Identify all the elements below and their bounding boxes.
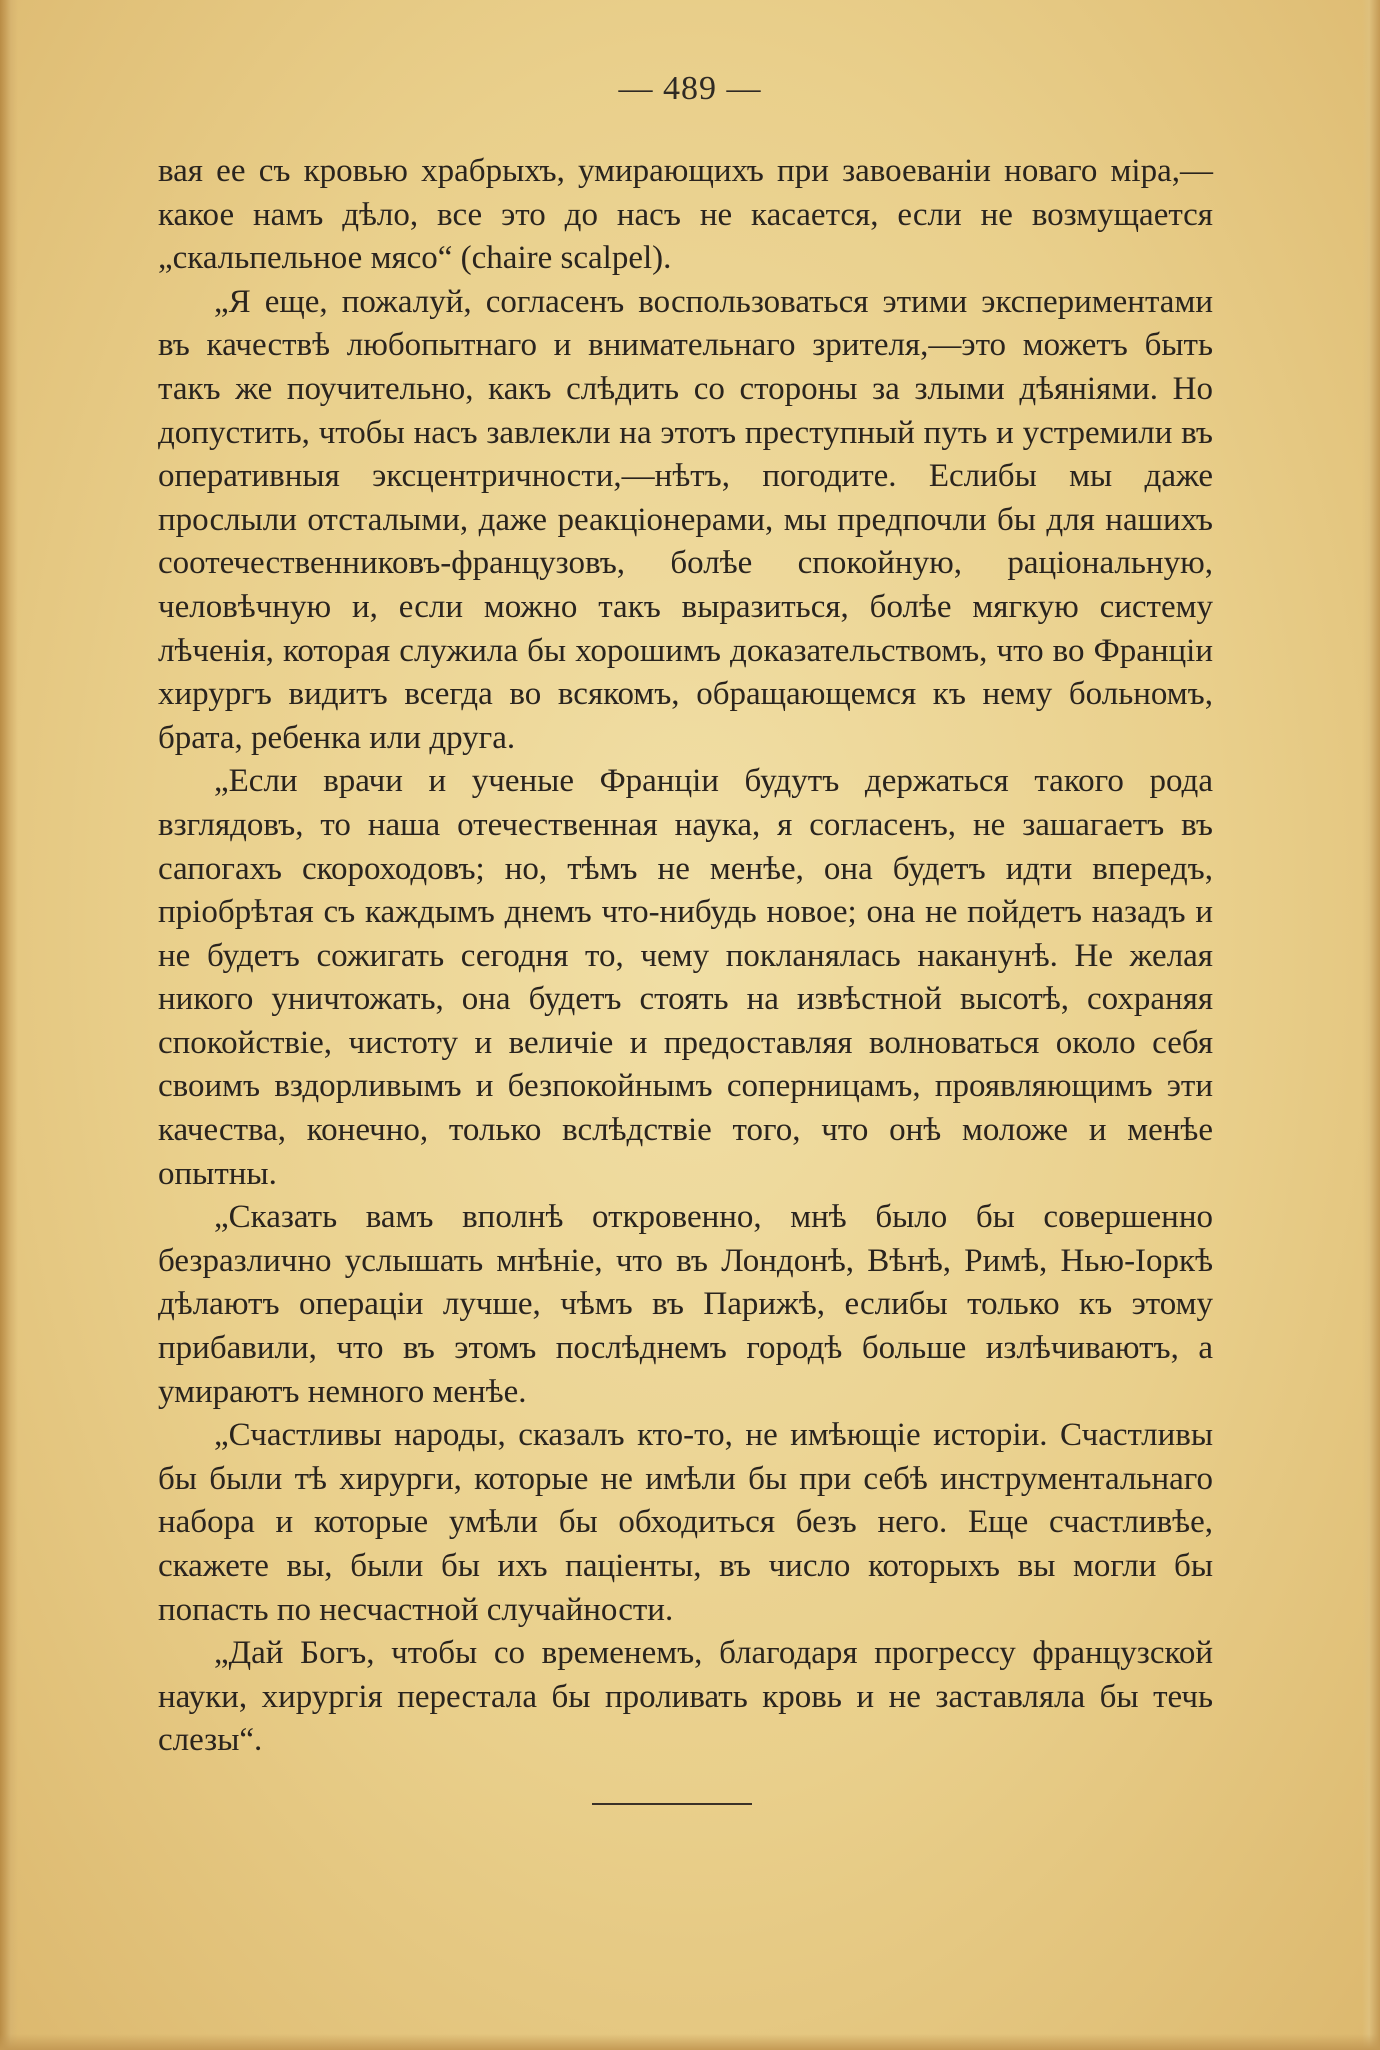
paragraph: вая ее съ кровью храбрыхъ, умирающихъ при завоеванiи новаго мiра,—какое намъ дѣло, все это до насъ не касается, если не возмущается „скальпельное мясо“ (chaire scalpel). — [158, 153, 1213, 277]
paragraph: „Счастливы народы, сказалъ кто-то, не имѣющiе исторiи. Счастливы бы были тѣ хирурги, которые не имѣли бы при себѣ инструментальнаго набора и которые умѣли бы обходиться безъ него. Еще счастливѣе, скажете вы, были бы ихъ пацiенты, въ число которыхъ вы могли бы попасть по несчастной случайности. — [158, 1417, 1213, 1628]
paragraph: „Дай Богъ, чтобы со временемъ, благодаря прогрессу французской науки, хирургiя перестала бы проливать кровь и не заставляла бы течь слезы“. — [158, 1635, 1213, 1759]
page-number: — 489 — — [618, 70, 762, 107]
page-left-edge — [0, 0, 18, 2050]
section-end-rule — [592, 1803, 752, 1805]
paragraph: „Если врачи и ученые Францiи будутъ держаться такого рода взглядовъ, то наша отечественная наука, я согласенъ, не зашагаетъ въ сапогахъ скороходовъ; но, тѣмъ не менѣе, она будетъ идти впередъ, прiобрѣтая съ каждымъ днемъ что-нибудь новое; она не пойдетъ назадъ и не будетъ сожигать сегодня то, чему покланялась наканунѣ. Не желая никого уничтожать, она будетъ стоять на извѣстной высотѣ, сохраняя спокойствiе, чистоту и величiе и предоставляя волноваться около себя своимъ вздорливымъ и безпокойнымъ соперницамъ, проявляющимъ эти качества, конечно, только вслѣдствiе того, что онѣ моложе и менѣе опытны. — [158, 763, 1213, 1192]
page-bottom-edge — [0, 2034, 1380, 2050]
paragraph: „Сказать вамъ вполнѣ откровенно, мнѣ было бы совершенно безразлично услышать мнѣнiе, что въ Лондонѣ, Вѣнѣ, Римѣ, Нью-Iоркѣ дѣлаютъ операцiи лучше, чѣмъ въ Парижѣ, еслибы только къ этому прибавили, что въ этомъ послѣднемъ городѣ больше излѣчиваютъ, а умираютъ немного менѣе. — [158, 1199, 1213, 1410]
paragraph: „Я еще, пожалуй, согласенъ воспользоваться этими экспериментами въ качествѣ любопытнаго и внимательнаго зрителя,—это можетъ быть такъ же поучительно, какъ слѣдить со стороны за злыми дѣянiями. Но допустить, чтобы насъ завлекли на этотъ преступный путь и устремили въ оперативныя эксцентричности,—нѣтъ, погодите. Еслибы мы даже прослыли отсталыми, даже реакцiонерами, мы предпочли бы для нашихъ соотечественниковъ-французовъ, болѣе спокойную, рацiональную, человѣчную и, если можно такъ выразиться, болѣе мягкую систему лѣченiя, которая служила бы хорошимъ доказательствомъ, что во Францiи хирургъ видитъ всегда во всякомъ, обращающемся къ нему больномъ, брата, ребенка или друга. — [158, 283, 1213, 756]
body-text — [158, 150, 1213, 1763]
page-right-edge — [1362, 0, 1380, 2050]
